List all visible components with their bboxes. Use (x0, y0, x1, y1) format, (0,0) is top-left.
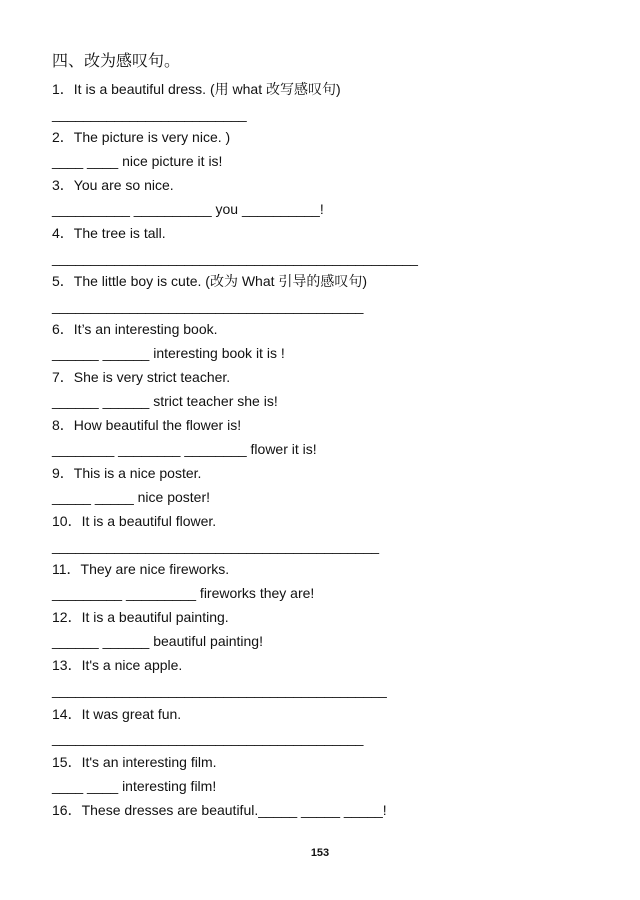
question-10-text: 10．It is a beautiful flower. (52, 513, 217, 529)
answer-13-blank[interactable]: ___________________________________________ (52, 682, 387, 698)
question-5-text: 5．The little boy is cute. (改为 What 引导的感叹句) (52, 273, 368, 289)
answer-12-blank[interactable]: ______ ______ beautiful painting! (52, 633, 263, 649)
answer-9-blank[interactable]: _____ _____ nice poster! (52, 489, 211, 505)
question-15-text: 15．It's an interesting film. (52, 754, 217, 770)
answer-11-blank[interactable]: _________ _________ fireworks they are! (52, 585, 315, 601)
question-7-text: 7．She is very strict teacher. (52, 369, 231, 385)
question-6-text: 6．It’s an interesting book. (52, 321, 218, 337)
question-16-text[interactable]: 16．These dresses are beautiful._____ _____ _____! (52, 802, 387, 818)
page-number: 153 (310, 847, 330, 859)
answer-7-blank[interactable]: ______ ______ strict teacher she is! (52, 393, 278, 409)
question-4-text: 4．The tree is tall. (52, 225, 166, 241)
answer-3-blank[interactable]: __________ __________ you __________! (52, 201, 324, 217)
question-1-text: 1．It is a beautiful dress. (用 what 改写感叹句) (52, 81, 341, 97)
question-2-text: 2．The picture is very nice. ) (52, 129, 231, 145)
answer-2-blank[interactable]: ____ ____ nice picture it is! (52, 153, 223, 169)
question-12-text: 12．It is a beautiful painting. (52, 609, 229, 625)
answer-1-blank[interactable]: _________________________ (52, 106, 247, 122)
answer-14-blank[interactable]: ________________________________________ (52, 730, 364, 746)
question-8-text: 8．How beautiful the flower is! (52, 417, 242, 433)
question-9-text: 9．This is a nice poster. (52, 465, 202, 481)
answer-6-blank[interactable]: ______ ______ interesting book it is ! (52, 345, 285, 361)
answer-4-blank[interactable]: _______________________________________________ (52, 250, 418, 266)
answer-5-blank[interactable]: ________________________________________ (52, 298, 364, 314)
answer-10-blank[interactable]: __________________________________________ (52, 538, 380, 554)
answer-15-blank[interactable]: ____ ____ interesting film! (52, 778, 217, 794)
question-13-text: 13．It's a nice apple. (52, 657, 183, 673)
question-11-text: 11．They are nice fireworks. (52, 561, 230, 577)
answer-8-blank[interactable]: ________ ________ ________ flower it is! (52, 441, 317, 457)
question-14-text: 14．It was great fun. (52, 706, 182, 722)
section-title: 四、改为感叹句。 (52, 53, 181, 70)
question-3-text: 3．You are so nice. (52, 177, 174, 193)
